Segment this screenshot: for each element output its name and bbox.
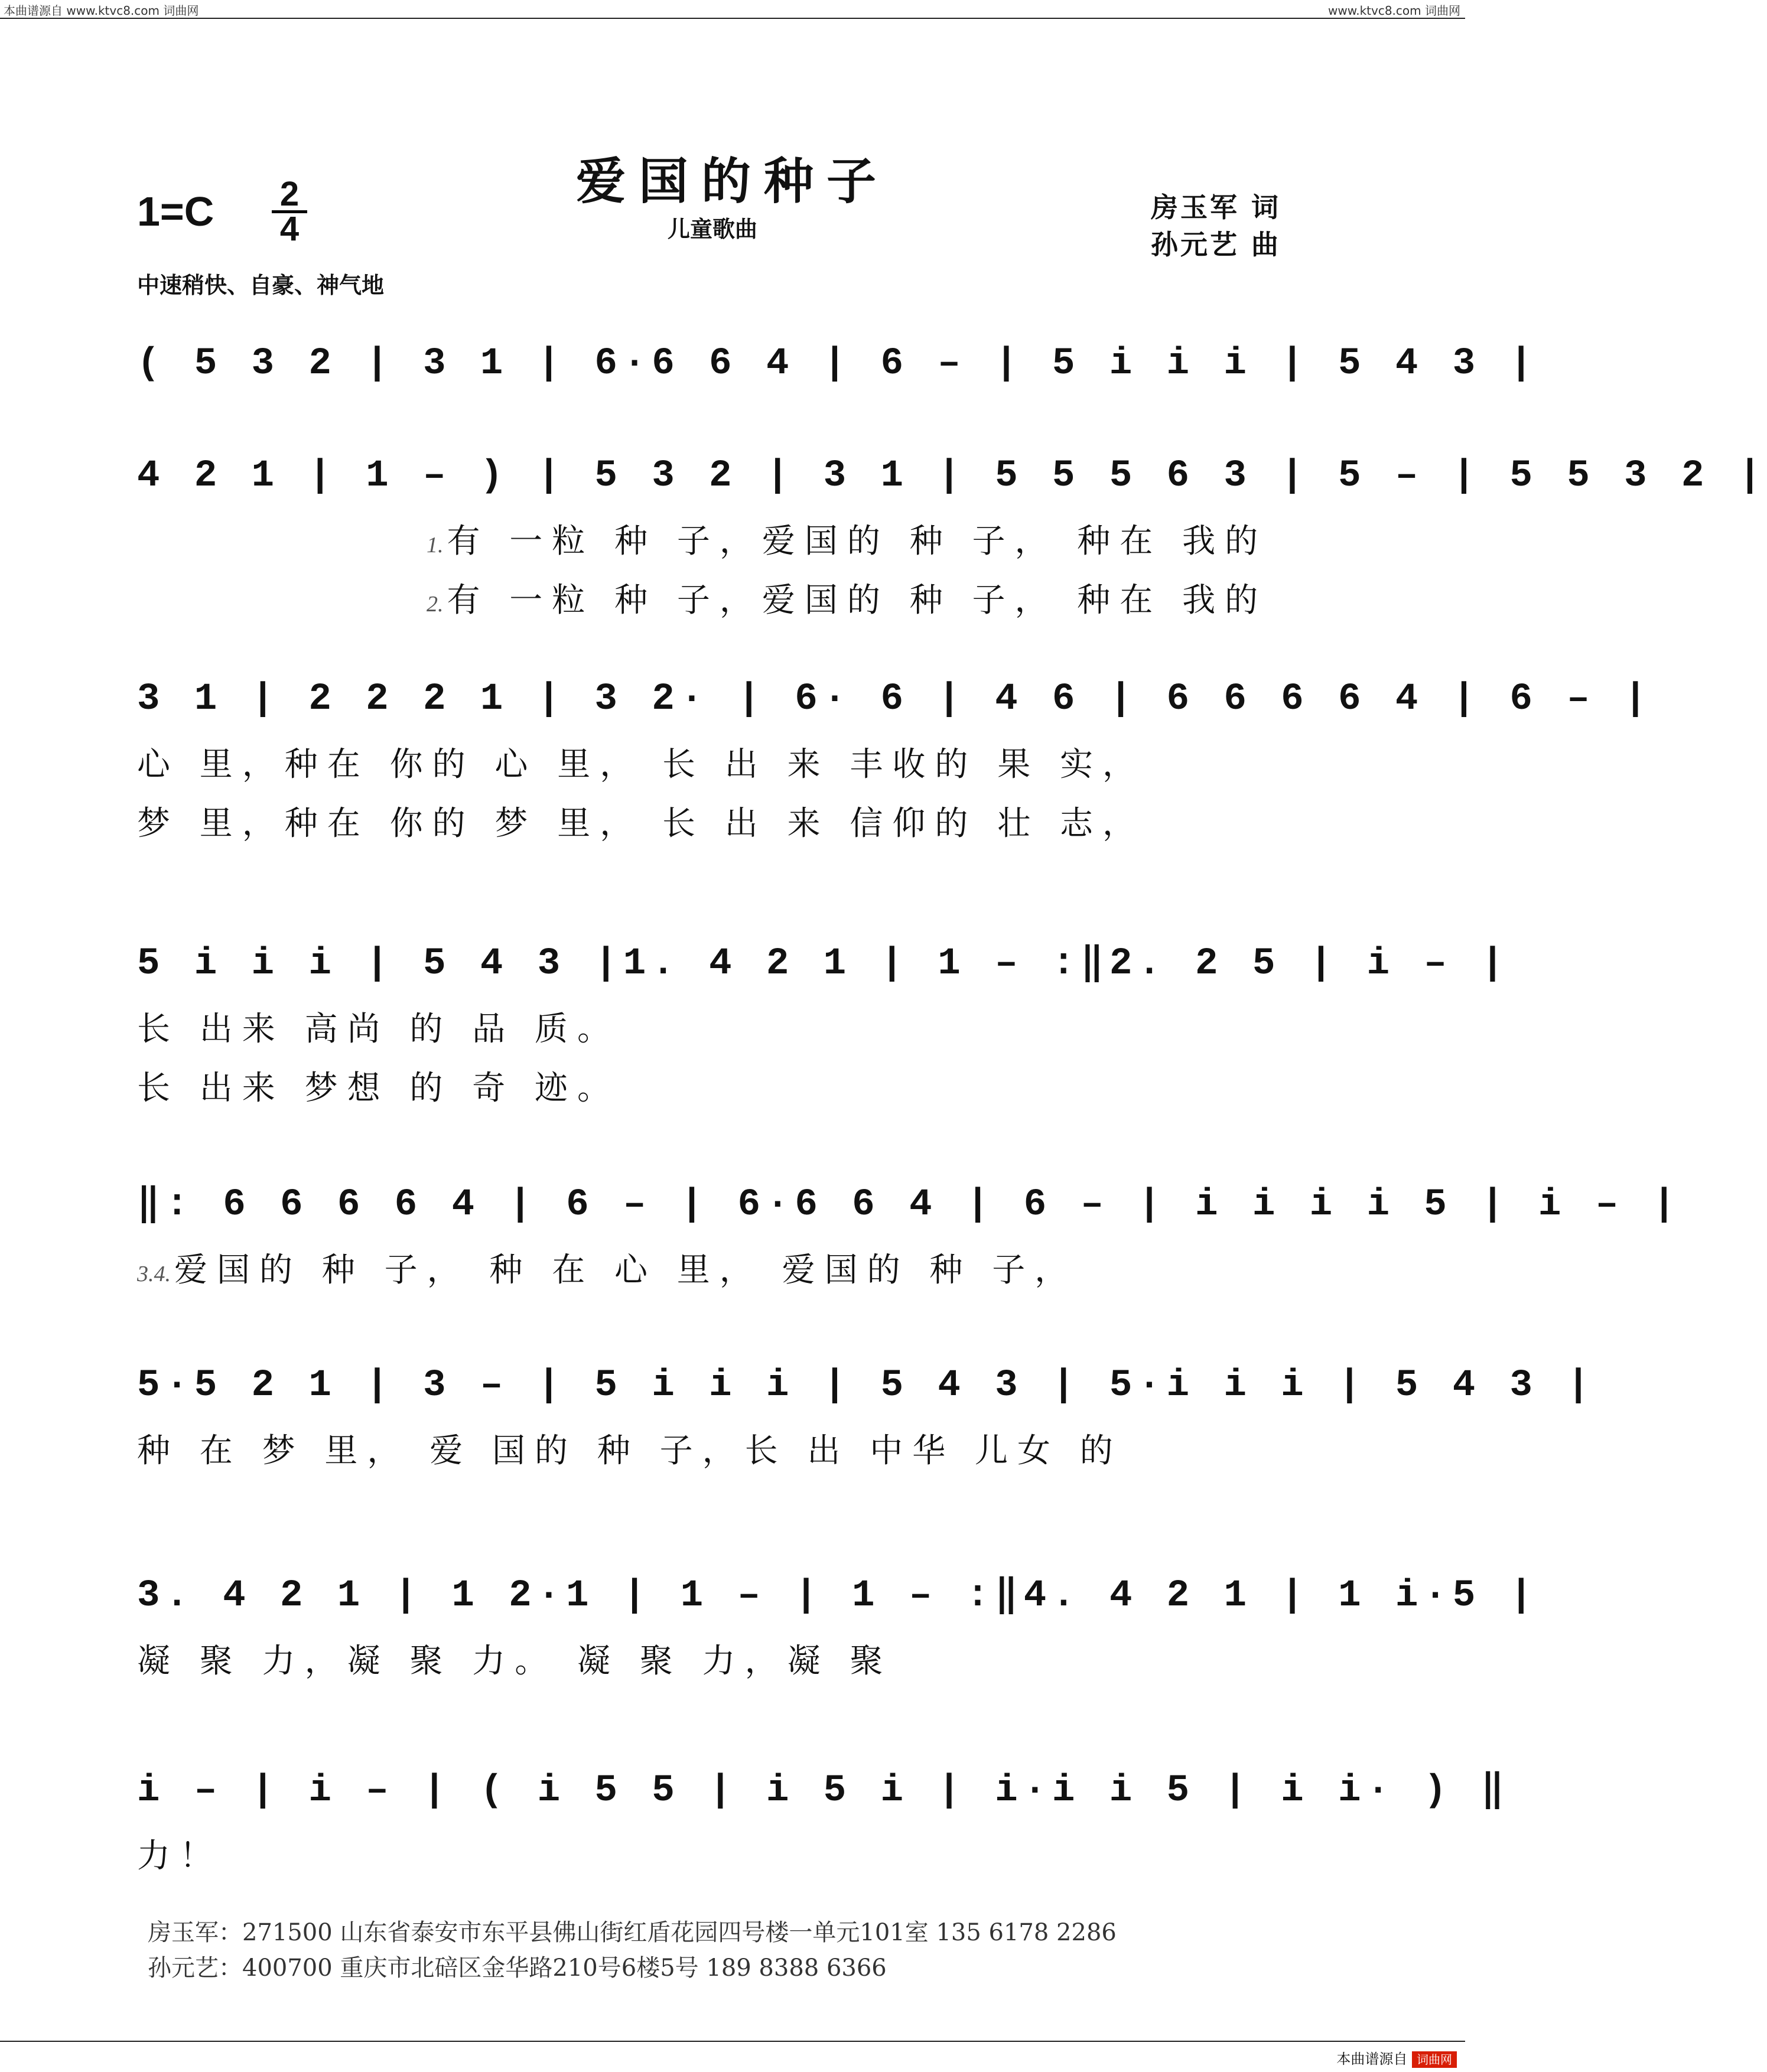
contact-lyricist: 房玉军：271500 山东省泰安市东平县佛山街红盾花园四号楼一单元101室 135 6178 2286 — [148, 1919, 1117, 1946]
key-signature: 1=C — [137, 188, 214, 234]
time-top: 2 — [279, 175, 300, 213]
time-signature — [272, 175, 307, 248]
site-logo-badge: 词曲网 — [1412, 2051, 1457, 2068]
notes-line-3: 3 1 | 2 2 2 1 | 3 2· | 6· 6 | 4 6 | 6 6 6 6 4 | 6 – | — [137, 678, 1653, 721]
lyric-line-4-verse-1: 长 出来 高尚 的 品 质。 — [137, 1010, 620, 1048]
verse-number: 3.4. — [137, 1262, 171, 1286]
verse-number: 1. — [427, 533, 444, 558]
lyric-line-4-verse-2: 长 出来 梦想 的 奇 迹。 — [137, 1069, 620, 1107]
footer-rule — [0, 2041, 1465, 2042]
time-bottom: 4 — [272, 210, 307, 245]
song-subtitle: 儿童歌曲 — [668, 216, 758, 242]
verse-number: 2. — [427, 592, 444, 617]
notes-line-6: 5·5 2 1 | 3 – | 5 i i i | 5 4 3 | 5·i i i | 5 4 3 | — [137, 1364, 1596, 1407]
notes-line-8: i – | i – | ( i 5 5 | i 5 i | i·i i 5 | i i· ) ‖ — [137, 1770, 1510, 1812]
score-line-7 — [137, 1571, 1538, 1682]
song-title: 爱国的种子 — [576, 152, 890, 210]
lyric-text: 爱国的 种 子， 种 在 心 里， 爱国的 种 子， — [174, 1251, 1078, 1289]
header-site-text: www.ktvc8.com 词曲网 — [1327, 4, 1460, 18]
footer-source — [1336, 2047, 1457, 2068]
lyric-line-2-verse-2 — [137, 574, 1767, 621]
lyric-text: 有 一粒 种 子，爱国的 种 子， 种在 我的 — [447, 522, 1268, 561]
lyric-line-7: 凝 聚 力，凝 聚 力。 凝 聚 力，凝 聚 — [137, 1642, 893, 1680]
score-line-5 — [137, 1180, 1681, 1291]
notes-line-5: ‖: 6 6 6 6 4 | 6 – | 6·6 6 4 | 6 – | i i i i 5 | i – | — [137, 1184, 1682, 1226]
contact-composer: 孙元艺：400700 重庆市北碚区金华路210号6楼5号 189 8388 6366 — [148, 1954, 887, 1982]
lyricist-credit: 房玉军 词 — [1151, 191, 1281, 223]
notes-line-7: 3. 4 2 1 | 1 2·1 | 1 – | 1 – :‖4. 4 2 1 | 1 i·5 | — [137, 1575, 1539, 1617]
header-rule — [0, 18, 1465, 19]
footer-source-text: 本曲谱源自 — [1336, 2051, 1408, 2067]
notes-line-2: 4 2 1 | 1 – ) | 5 3 2 | 3 1 | 5 5 5 6 3 | 5 – | 5 5 3 2 | — [137, 455, 1767, 497]
lyric-line-2-verse-1 — [137, 515, 1767, 562]
lyric-line-3-verse-1: 心 里，种在 你的 心 里， 长 出 来 丰收的 果 实， — [137, 745, 1146, 784]
lyric-line-8: 力！ — [137, 1837, 222, 1875]
score-line-8 — [137, 1766, 1510, 1877]
notes-line-1: ( 5 3 2 | 3 1 | 6·6 6 4 | 6 – | 5 i i i | 5 4 3 | — [137, 343, 1538, 385]
score-line-1 — [137, 343, 1538, 385]
lyric-line-6: 种 在 梦 里， 爱 国的 种 子，长 出 中华 儿女 的 — [137, 1432, 1122, 1470]
composer-credit: 孙元艺 曲 — [1151, 229, 1281, 260]
lyric-text: 有 一粒 种 子，爱国的 种 子， 种在 我的 — [447, 581, 1268, 620]
tempo-marking: 中速稍快、自豪、神气地 — [137, 272, 385, 298]
lyric-line-3-verse-2: 梦 里，种在 你的 梦 里， 长 出 来 信仰的 壮 志， — [137, 804, 1146, 843]
score-line-4 — [137, 939, 1510, 1109]
header-source-text: 本曲谱源自 www.ktvc8.com 词曲网 — [4, 4, 199, 18]
score-line-3 — [137, 678, 1653, 845]
notes-line-4: 5 i i i | 5 4 3 |1. 4 2 1 | 1 – :‖2. 2 5 | i – | — [137, 943, 1510, 985]
score-line-2 — [137, 455, 1767, 621]
score-line-6 — [137, 1364, 1596, 1472]
lyric-line-5 — [137, 1244, 1681, 1291]
